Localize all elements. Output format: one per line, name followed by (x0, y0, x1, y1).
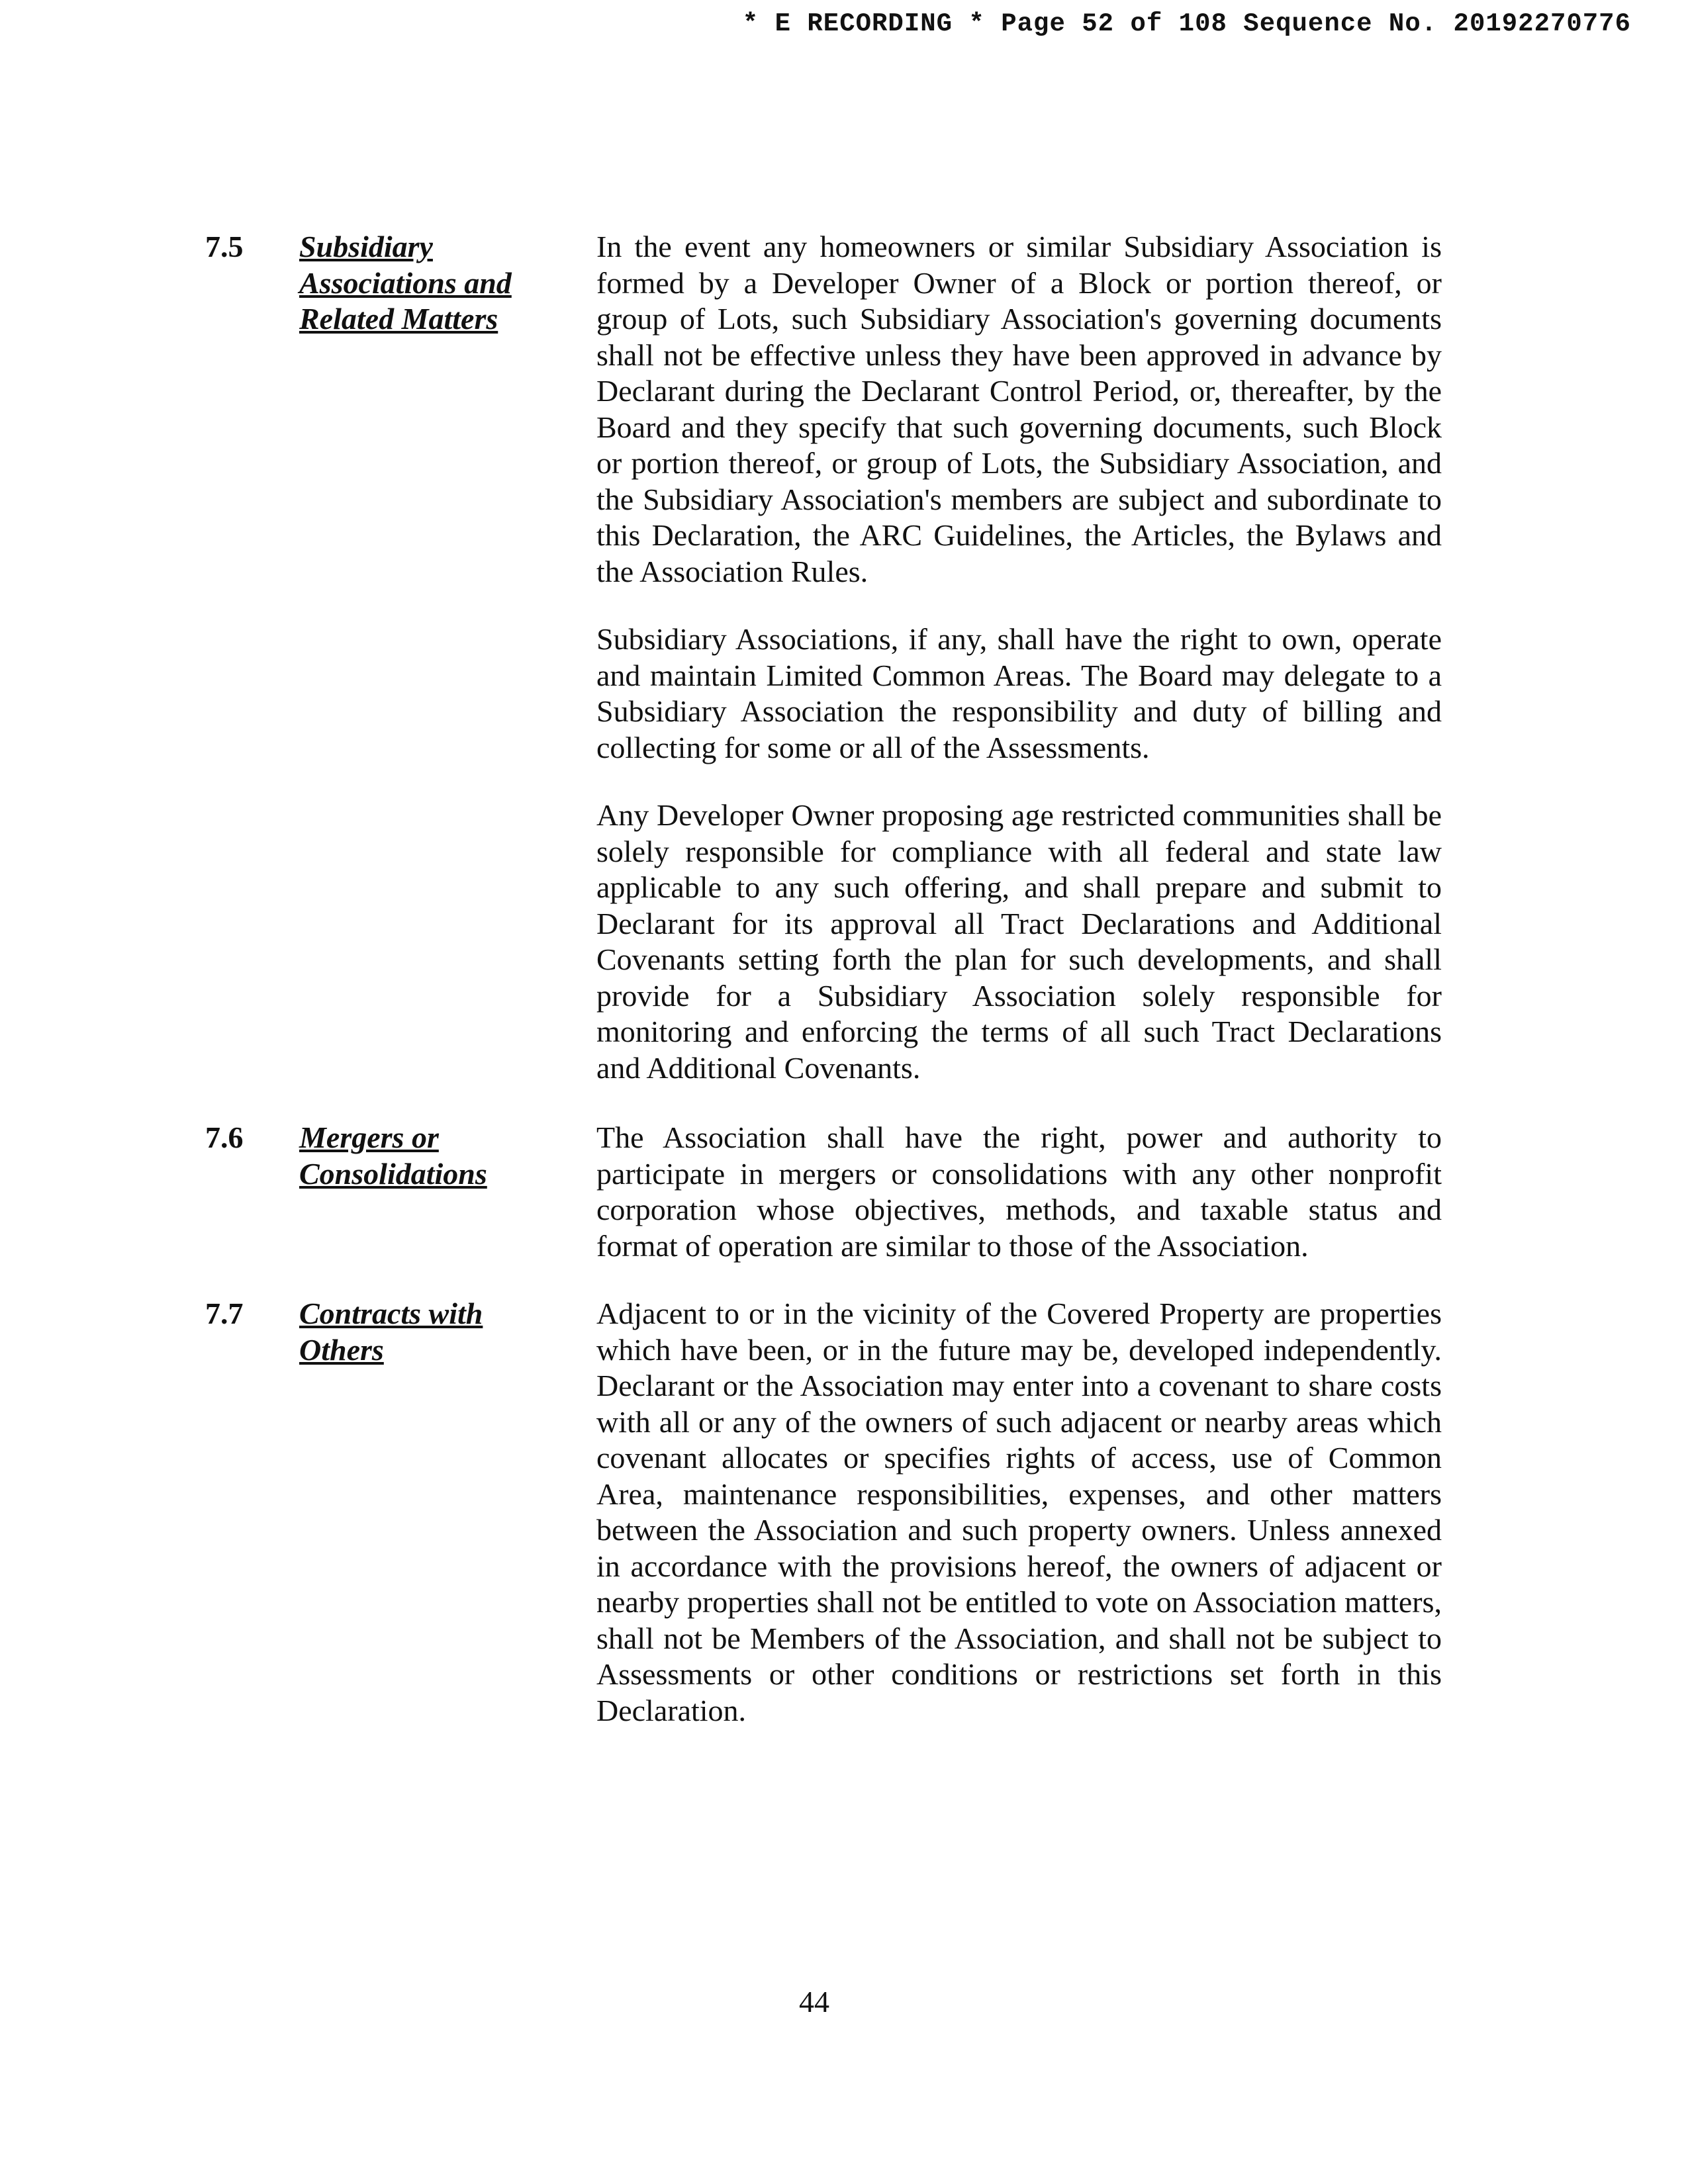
section-number: 7.7 (205, 1297, 244, 1330)
section-title: Mergers or Consolidations (299, 1120, 487, 1191)
body-paragraph: Subsidiary Associations, if any, shall have the right to own, operate and maintain Limited Common Areas. The Board may delegate to a Subsidiary Association the responsibility and duty of billing and collecting for some or all of the Assessments. (596, 622, 1442, 764)
section-body (596, 1296, 1442, 1729)
recording-header: * E RECORDING * Page 52 of 108 Sequence No. 20192270776 (742, 9, 1631, 38)
section-number: 7.5 (205, 230, 244, 263)
section-body (596, 1120, 1442, 1264)
body-paragraph: In the event any homeowners or similar Subsidiary Association is formed by a Developer Owner of a Block or portion thereof, or group of Lots, such Subsidiary Association's governing documents shall not be effective unless they have been approved in advance by Declarant during the Declarant Control Period, or, thereafter, by the Board and they specify that such governing documents, such Block or portion thereof, or group of Lots, the Subsidiary Association, and the Subsidiary Association's members are subject and subordinate to this Declaration, the ARC Guidelines, the Articles, the Bylaws and the Association Rules. (596, 230, 1442, 588)
page-number: 44 (799, 1985, 829, 2019)
section-title: Contracts with Others (299, 1297, 483, 1367)
section-number: 7.6 (205, 1120, 244, 1154)
body-paragraph: Adjacent to or in the vicinity of the Covered Property are properties which have been, or in the future may be, developed independently. Declarant or the Association may enter into a covenant to share costs with all or any of the owners of such adjacent or nearby areas which covenant allocates or specifies rights of access, use of Common Area, maintenance responsibilities, expenses, and other matters between the Association and such property owners. Unless annexed in accordance with the provisions hereof, the owners of adjacent or nearby properties shall not be entitled to vote on Association matters, shall not be Members of the Association, and shall not be subject to Assessments or other conditions or restrictions set forth in this Declaration. (596, 1297, 1442, 1727)
body-paragraph: The Association shall have the right, power and authority to participate in mergers or consolidations with any other nonprofit corporation whose objectives, methods, and taxable status and format of operation are similar to those of the Association. (596, 1120, 1442, 1263)
body-paragraph: Any Developer Owner proposing age restricted communities shall be solely responsible for compliance with all federal and state law applicable to any such offering, and shall prepare and submit to Declarant for its approval all Tract Declarations and Additional Covenants setting forth the plan for such developments, and shall provide for a Subsidiary Association solely responsible for monitoring and enforcing the terms of all such Tract Declarations and Additional Covenants. (596, 798, 1442, 1085)
section-body (596, 229, 1442, 1086)
section-title: Subsidiary Associations and Related Matters (299, 230, 512, 336)
